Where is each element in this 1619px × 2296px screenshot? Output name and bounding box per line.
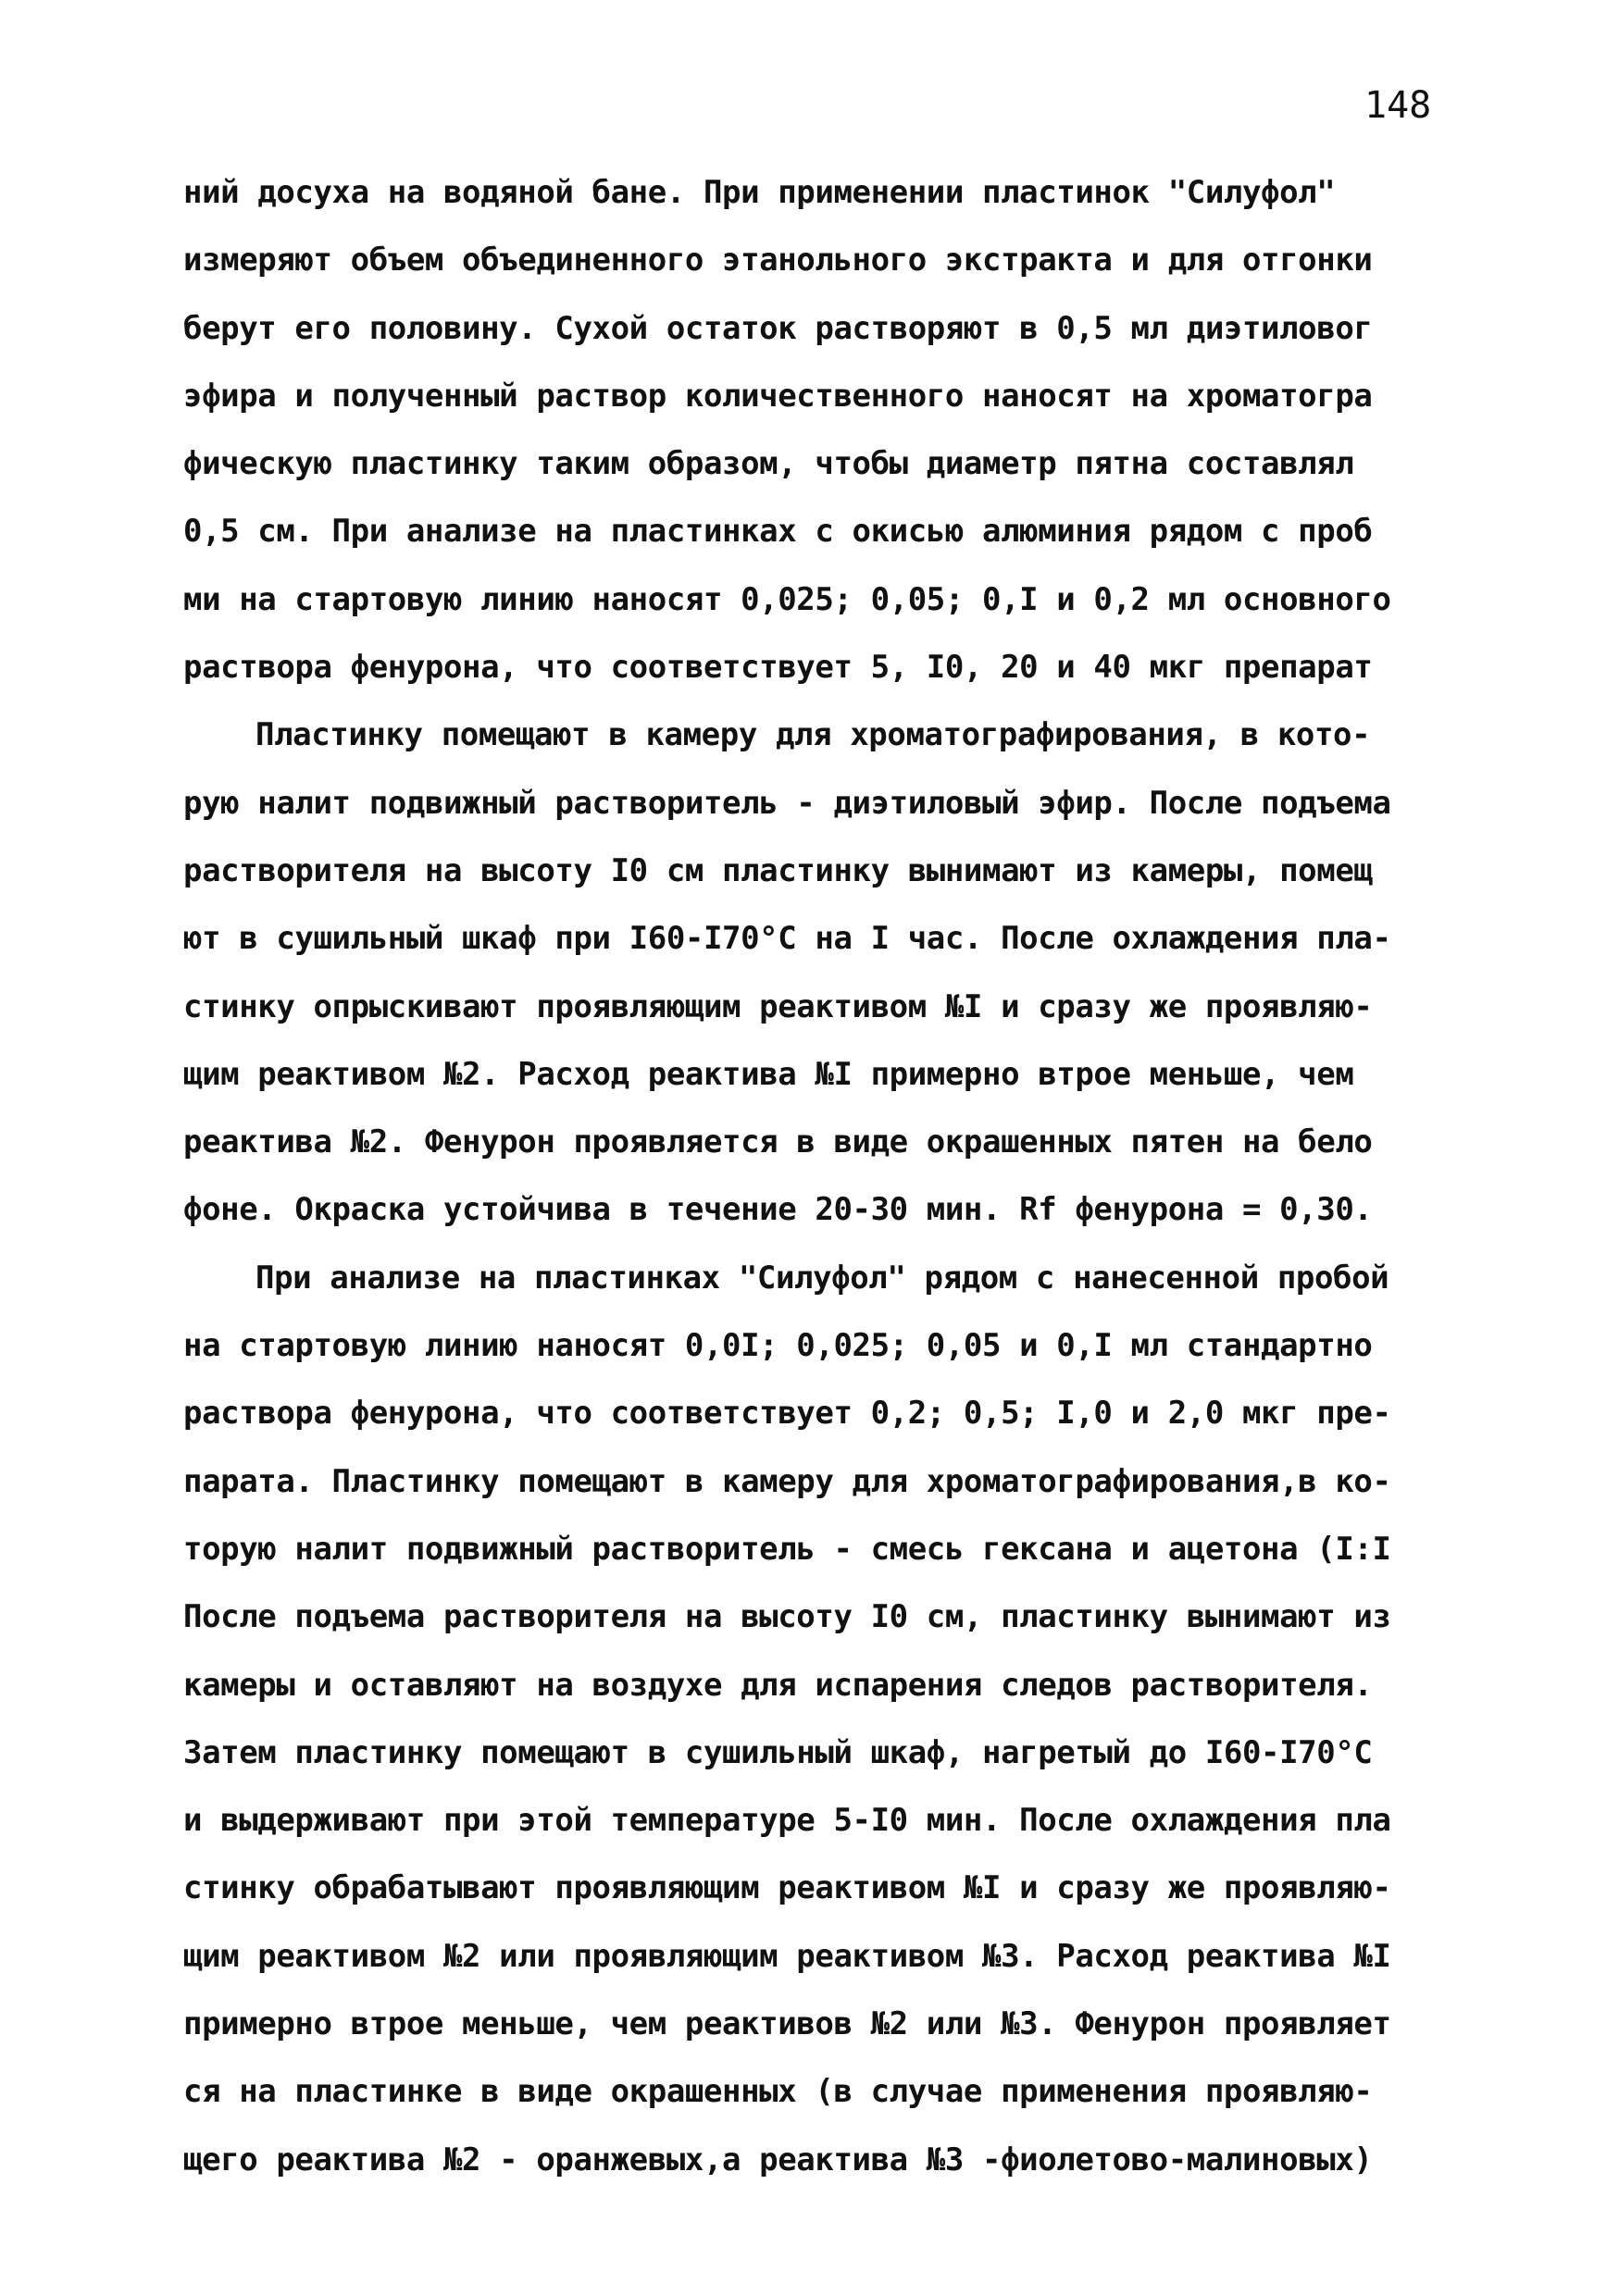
text-line: фоне. Окраска устойчива в течение 20-30 мин. Rf фенурона = 0,30. <box>183 1191 1373 1229</box>
text-line: рую налит подвижный растворитель - диэтиловый эфир. После подъема <box>183 784 1391 822</box>
text-line: реактива №2. Фенурон проявляется в виде окрашенных пятен на бело <box>183 1123 1373 1161</box>
text-line: щим реактивом №2. Расход реактива №I примерно втрое меньше, чем <box>183 1055 1354 1093</box>
text-line: на стартовую линию наносят 0,0I; 0,025; 0,05 и 0,I мл стандартно <box>183 1327 1373 1365</box>
text-line: фическую пластинку таким образом, чтобы диаметр пятна составлял <box>183 445 1354 483</box>
text-line: раствора фенурона, что соответствует 5, I0, 20 и 40 мкг препарат <box>183 649 1373 687</box>
text-line: растворителя на высоту I0 см пластинку вынимают из камеры, помещ <box>183 851 1373 889</box>
text-line: примерно втрое меньше, чем реактивов №2 или №3. Фенурон проявляет <box>183 2005 1391 2043</box>
text-line: щего реактива №2 - оранжевых,а реактива №3 -фиолетово-малиновых) <box>183 2141 1373 2178</box>
text-line: парата. Пластинку помещают в камеру для хроматографирования,в ко- <box>183 1462 1391 1500</box>
text-line: 0,5 см. При анализе на пластинках с окисью алюминия рядом с проб <box>183 513 1373 551</box>
text-line: ся на пластинке в виде окрашенных (в случае применения проявляю- <box>183 2073 1373 2111</box>
text-line: ний досуха на водяной бане. При применении пластинок "Силуфол" <box>183 174 1336 211</box>
text-line: берут его половину. Сухой остаток растворяют в 0,5 мл диэтиловог <box>183 309 1373 347</box>
paragraph-start-line: При анализе на пластинках "Силуфол" рядом с нанесенной пробой <box>255 1259 1389 1297</box>
text-line: ют в сушильный шкаф при I60-I70°С на I час. После охлаждения пла- <box>183 920 1391 958</box>
text-line: щим реактивом №2 или проявляющим реактивом №3. Расход реактива №I <box>183 1937 1391 1975</box>
text-line: После подъема растворителя на высоту I0 см, пластинку вынимают из <box>183 1598 1391 1636</box>
text-line: эфира и полученный раствор количественного наносят на хроматогра <box>183 377 1373 415</box>
paragraph-start-line: Пластинку помещают в камеру для хроматографирования, в кото- <box>255 716 1371 754</box>
text-line: стинку опрыскивают проявляющим реактивом №I и сразу же проявляю- <box>183 987 1373 1025</box>
text-line: раствора фенурона, что соответствует 0,2; 0,5; I,0 и 2,0 мкг пре- <box>183 1395 1391 1433</box>
text-line: и выдерживают при этой температуре 5-I0 мин. После охлаждения пла <box>183 1802 1391 1840</box>
text-line: ми на стартовую линию наносят 0,025; 0,05; 0,I и 0,2 мл основного <box>183 580 1391 618</box>
page-number: 148 <box>1364 84 1432 127</box>
text-line: торую налит подвижный растворитель - смесь гексана и ацетона (I:I <box>183 1530 1391 1568</box>
text-line: Затем пластинку помещают в сушильный шкаф, нагретый до I60-I70°С <box>183 1733 1373 1771</box>
text-line: камеры и оставляют на воздухе для испарения следов растворителя. <box>183 1666 1373 1704</box>
text-line: измеряют объем объединенного этанольного экстракта и для отгонки <box>183 242 1373 279</box>
text-line: стинку обрабатывают проявляющим реактивом №I и сразу же проявляю- <box>183 1869 1391 1907</box>
body-text <box>183 159 1479 2194</box>
